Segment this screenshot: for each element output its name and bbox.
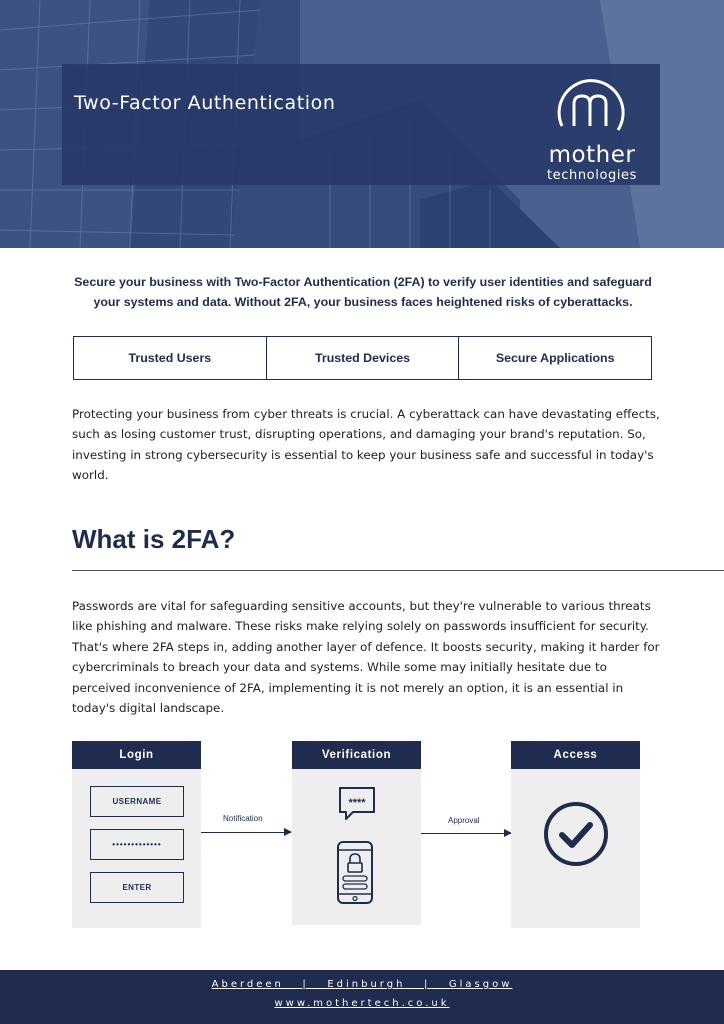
logo-word: mother — [548, 142, 636, 168]
intro-statement: Secure your business with Two-Factor Authentication (2FA) to verify user identities and safeguard your systems and data. Without 2FA, your business faces heightened risks of cyberattacks. — [74, 275, 652, 309]
enter-button: ENTER — [90, 872, 184, 903]
code-message-icon — [337, 785, 377, 825]
code-mask-text: **** — [348, 797, 366, 809]
paragraph-what-is-2fa: Passwords are vital for safeguarding sensitive accounts, but they're vulnerable to various threats like phishing and malware. These risks make relying solely on passwords insufficient for security. That's where 2FA steps in, adding another layer of defence. It boosts security, making it harder for cybercriminals to breach your data and systems. While some may initially hesitate due to perceived inconvenience of 2FA, implementing it is not merely an option, it is an essential in today's digital landscape. — [72, 599, 660, 716]
login-panel-title: Login — [72, 741, 201, 769]
approval-label: Approval — [448, 816, 480, 825]
footer — [0, 970, 724, 1024]
hero-banner — [0, 0, 724, 248]
hero-title: Two-Factor Authentication — [74, 92, 336, 114]
pillar-trusted-devices: Trusted Devices — [267, 337, 460, 379]
footer-locations[interactable]: Aberdeen | Edinburgh | Glasgow — [211, 979, 513, 990]
access-panel — [511, 741, 640, 928]
approval-arrow — [421, 833, 511, 834]
verification-panel — [292, 741, 421, 925]
section-divider — [72, 570, 724, 571]
logo-subtitle: technologies — [546, 168, 638, 183]
verification-panel-title: Verification — [292, 741, 421, 769]
pillar-secure-applications: Secure Applications — [495, 351, 615, 365]
section-heading: What is 2FA? — [72, 524, 236, 554]
login-panel — [72, 741, 201, 928]
username-field: USERNAME — [90, 786, 184, 817]
password-field: ••••••••••••• — [90, 829, 184, 860]
hero-title-panel — [62, 64, 660, 185]
checkmark-circle-icon — [543, 801, 609, 867]
phone-lock-icon — [336, 840, 376, 906]
notification-label: Notification — [223, 814, 263, 823]
pillar-trusted-users: Trusted Users — [74, 337, 267, 379]
paragraph-protecting-business: Protecting your business from cyber threats is crucial. A cyberattack can have devastating effects, such as losing customer trust, disrupting operations, and damaging your brand's reputation. So, investing in strong cybersecurity is essential to keep your business safe and successful in today's world. — [72, 407, 660, 483]
notification-arrow — [201, 832, 291, 833]
footer-website-link[interactable]: www.mothertech.co.uk — [274, 998, 450, 1009]
access-panel-title: Access — [511, 741, 640, 769]
pillars-row — [73, 336, 652, 380]
mother-technologies-logo — [532, 68, 652, 183]
logo-m-icon — [532, 68, 652, 140]
